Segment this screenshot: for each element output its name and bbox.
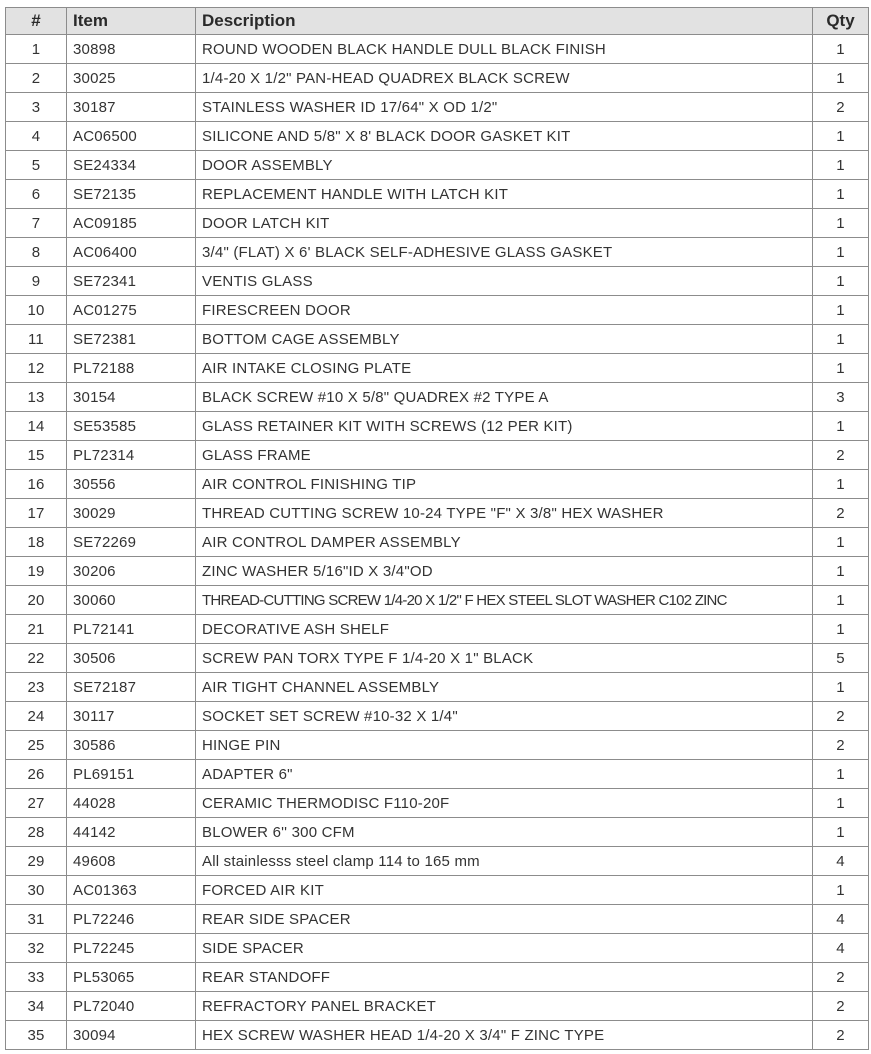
row-qty: 2 bbox=[813, 702, 869, 731]
row-item: PL72188 bbox=[67, 354, 196, 383]
row-qty: 1 bbox=[813, 673, 869, 702]
row-description: SILICONE AND 5/8" X 8' BLACK DOOR GASKET KIT bbox=[196, 122, 813, 151]
row-description: VENTIS GLASS bbox=[196, 267, 813, 296]
table-row bbox=[6, 789, 869, 818]
row-qty: 1 bbox=[813, 180, 869, 209]
row-qty: 2 bbox=[813, 93, 869, 122]
table-row bbox=[6, 557, 869, 586]
row-num: 28 bbox=[6, 818, 67, 847]
parts-table bbox=[5, 7, 869, 1050]
row-num: 17 bbox=[6, 499, 67, 528]
row-item: 30154 bbox=[67, 383, 196, 412]
row-item: SE24334 bbox=[67, 151, 196, 180]
row-description: REPLACEMENT HANDLE WITH LATCH KIT bbox=[196, 180, 813, 209]
row-item: SE53585 bbox=[67, 412, 196, 441]
row-item: AC09185 bbox=[67, 209, 196, 238]
row-item: 44142 bbox=[67, 818, 196, 847]
row-num: 33 bbox=[6, 963, 67, 992]
row-num: 1 bbox=[6, 35, 67, 64]
row-qty: 1 bbox=[813, 122, 869, 151]
row-item: PL69151 bbox=[67, 760, 196, 789]
row-qty: 2 bbox=[813, 1021, 869, 1050]
table-row bbox=[6, 760, 869, 789]
row-item: PL72141 bbox=[67, 615, 196, 644]
row-qty: 2 bbox=[813, 441, 869, 470]
table-row bbox=[6, 180, 869, 209]
row-description: AIR TIGHT CHANNEL ASSEMBLY bbox=[196, 673, 813, 702]
row-num: 16 bbox=[6, 470, 67, 499]
row-description: ADAPTER 6" bbox=[196, 760, 813, 789]
row-num: 21 bbox=[6, 615, 67, 644]
row-qty: 3 bbox=[813, 383, 869, 412]
row-description: CERAMIC THERMODISC F110-20F bbox=[196, 789, 813, 818]
row-num: 22 bbox=[6, 644, 67, 673]
row-qty: 1 bbox=[813, 557, 869, 586]
table-row bbox=[6, 673, 869, 702]
row-item: PL72245 bbox=[67, 934, 196, 963]
row-description: SIDE SPACER bbox=[196, 934, 813, 963]
row-item: 30187 bbox=[67, 93, 196, 122]
row-description: GLASS FRAME bbox=[196, 441, 813, 470]
table-row bbox=[6, 441, 869, 470]
row-description: DOOR LATCH KIT bbox=[196, 209, 813, 238]
table-row bbox=[6, 992, 869, 1021]
row-num: 23 bbox=[6, 673, 67, 702]
row-qty: 1 bbox=[813, 238, 869, 267]
row-qty: 5 bbox=[813, 644, 869, 673]
header-qty: Qty bbox=[813, 8, 869, 35]
row-item: SE72269 bbox=[67, 528, 196, 557]
row-item: 30506 bbox=[67, 644, 196, 673]
header-description: Description bbox=[196, 8, 813, 35]
table-row bbox=[6, 847, 869, 876]
header-row bbox=[6, 8, 869, 35]
table-row bbox=[6, 209, 869, 238]
table-row bbox=[6, 64, 869, 93]
row-item: 30586 bbox=[67, 731, 196, 760]
row-num: 7 bbox=[6, 209, 67, 238]
row-item: AC06400 bbox=[67, 238, 196, 267]
table-row bbox=[6, 934, 869, 963]
row-num: 29 bbox=[6, 847, 67, 876]
row-qty: 1 bbox=[813, 325, 869, 354]
row-description: HEX SCREW WASHER HEAD 1/4-20 X 3/4" F ZINC TYPE bbox=[196, 1021, 813, 1050]
row-description: REAR SIDE SPACER bbox=[196, 905, 813, 934]
row-qty: 4 bbox=[813, 934, 869, 963]
row-item: AC06500 bbox=[67, 122, 196, 151]
row-item: 30898 bbox=[67, 35, 196, 64]
row-item: SE72187 bbox=[67, 673, 196, 702]
row-description: REFRACTORY PANEL BRACKET bbox=[196, 992, 813, 1021]
row-num: 2 bbox=[6, 64, 67, 93]
row-item: 44028 bbox=[67, 789, 196, 818]
row-num: 3 bbox=[6, 93, 67, 122]
row-num: 20 bbox=[6, 586, 67, 615]
row-description: ZINC WASHER 5/16"ID X 3/4"OD bbox=[196, 557, 813, 586]
table-row bbox=[6, 876, 869, 905]
row-item: 49608 bbox=[67, 847, 196, 876]
table-row bbox=[6, 644, 869, 673]
row-num: 25 bbox=[6, 731, 67, 760]
table-row bbox=[6, 35, 869, 64]
table-row bbox=[6, 586, 869, 615]
table-row bbox=[6, 93, 869, 122]
row-num: 8 bbox=[6, 238, 67, 267]
row-item: AC01363 bbox=[67, 876, 196, 905]
table-row bbox=[6, 1021, 869, 1050]
row-qty: 1 bbox=[813, 876, 869, 905]
row-description: STAINLESS WASHER ID 17/64" X OD 1/2" bbox=[196, 93, 813, 122]
row-num: 13 bbox=[6, 383, 67, 412]
table-row bbox=[6, 615, 869, 644]
row-num: 26 bbox=[6, 760, 67, 789]
row-num: 24 bbox=[6, 702, 67, 731]
table-row bbox=[6, 122, 869, 151]
row-description: GLASS RETAINER KIT WITH SCREWS (12 PER KIT) bbox=[196, 412, 813, 441]
row-description: HINGE PIN bbox=[196, 731, 813, 760]
row-qty: 2 bbox=[813, 963, 869, 992]
row-qty: 4 bbox=[813, 847, 869, 876]
row-item: 30025 bbox=[67, 64, 196, 93]
table-row bbox=[6, 963, 869, 992]
row-num: 9 bbox=[6, 267, 67, 296]
row-item: PL72246 bbox=[67, 905, 196, 934]
table-row bbox=[6, 905, 869, 934]
row-item: 30029 bbox=[67, 499, 196, 528]
row-description: AIR CONTROL FINISHING TIP bbox=[196, 470, 813, 499]
row-num: 6 bbox=[6, 180, 67, 209]
table-row bbox=[6, 470, 869, 499]
row-description: THREAD-CUTTING SCREW 1/4-20 X 1/2" F HEX STEEL SLOT WASHER C102 ZINC bbox=[196, 586, 813, 615]
table-row bbox=[6, 354, 869, 383]
row-item: 30060 bbox=[67, 586, 196, 615]
row-description: 3/4" (FLAT) X 6' BLACK SELF-ADHESIVE GLASS GASKET bbox=[196, 238, 813, 267]
row-item: PL72040 bbox=[67, 992, 196, 1021]
row-item: 30556 bbox=[67, 470, 196, 499]
table-row bbox=[6, 702, 869, 731]
row-qty: 1 bbox=[813, 267, 869, 296]
row-qty: 1 bbox=[813, 64, 869, 93]
table-row bbox=[6, 528, 869, 557]
row-qty: 1 bbox=[813, 615, 869, 644]
row-qty: 2 bbox=[813, 992, 869, 1021]
row-num: 15 bbox=[6, 441, 67, 470]
row-description: All stainlesss steel clamp 114 to 165 mm bbox=[196, 847, 813, 876]
row-qty: 1 bbox=[813, 151, 869, 180]
row-description: DOOR ASSEMBLY bbox=[196, 151, 813, 180]
row-description: BOTTOM CAGE ASSEMBLY bbox=[196, 325, 813, 354]
row-item: 30094 bbox=[67, 1021, 196, 1050]
row-description: BLACK SCREW #10 X 5/8" QUADREX #2 TYPE A bbox=[196, 383, 813, 412]
row-item: PL72314 bbox=[67, 441, 196, 470]
row-description: FIRESCREEN DOOR bbox=[196, 296, 813, 325]
row-num: 27 bbox=[6, 789, 67, 818]
row-item: 30117 bbox=[67, 702, 196, 731]
table-row bbox=[6, 267, 869, 296]
row-description: DECORATIVE ASH SHELF bbox=[196, 615, 813, 644]
row-qty: 1 bbox=[813, 586, 869, 615]
row-qty: 1 bbox=[813, 35, 869, 64]
row-num: 19 bbox=[6, 557, 67, 586]
row-qty: 1 bbox=[813, 789, 869, 818]
row-description: REAR STANDOFF bbox=[196, 963, 813, 992]
row-num: 18 bbox=[6, 528, 67, 557]
row-qty: 1 bbox=[813, 209, 869, 238]
row-qty: 1 bbox=[813, 412, 869, 441]
table-row bbox=[6, 731, 869, 760]
row-num: 12 bbox=[6, 354, 67, 383]
table-row bbox=[6, 412, 869, 441]
row-qty: 2 bbox=[813, 731, 869, 760]
row-description: FORCED AIR KIT bbox=[196, 876, 813, 905]
row-description: BLOWER 6'' 300 CFM bbox=[196, 818, 813, 847]
table-row bbox=[6, 151, 869, 180]
table-row bbox=[6, 383, 869, 412]
row-item: AC01275 bbox=[67, 296, 196, 325]
row-description: SCREW PAN TORX TYPE F 1/4-20 X 1" BLACK bbox=[196, 644, 813, 673]
row-qty: 2 bbox=[813, 499, 869, 528]
row-num: 10 bbox=[6, 296, 67, 325]
row-qty: 1 bbox=[813, 296, 869, 325]
row-description: ROUND WOODEN BLACK HANDLE DULL BLACK FINISH bbox=[196, 35, 813, 64]
header-item: Item bbox=[67, 8, 196, 35]
table-row bbox=[6, 818, 869, 847]
table-row bbox=[6, 238, 869, 267]
row-num: 32 bbox=[6, 934, 67, 963]
row-item: SE72341 bbox=[67, 267, 196, 296]
row-qty: 1 bbox=[813, 354, 869, 383]
row-qty: 1 bbox=[813, 528, 869, 557]
table-row bbox=[6, 296, 869, 325]
row-item: 30206 bbox=[67, 557, 196, 586]
row-num: 30 bbox=[6, 876, 67, 905]
row-item: PL53065 bbox=[67, 963, 196, 992]
row-num: 11 bbox=[6, 325, 67, 354]
row-description: THREAD CUTTING SCREW 10-24 TYPE "F" X 3/8" HEX WASHER bbox=[196, 499, 813, 528]
row-qty: 1 bbox=[813, 470, 869, 499]
row-num: 5 bbox=[6, 151, 67, 180]
row-qty: 1 bbox=[813, 818, 869, 847]
row-num: 35 bbox=[6, 1021, 67, 1050]
row-num: 31 bbox=[6, 905, 67, 934]
table-row bbox=[6, 499, 869, 528]
row-description: AIR INTAKE CLOSING PLATE bbox=[196, 354, 813, 383]
row-qty: 4 bbox=[813, 905, 869, 934]
row-num: 4 bbox=[6, 122, 67, 151]
row-description: SOCKET SET SCREW #10-32 X 1/4" bbox=[196, 702, 813, 731]
row-item: SE72135 bbox=[67, 180, 196, 209]
row-description: 1/4-20 X 1/2" PAN-HEAD QUADREX BLACK SCREW bbox=[196, 64, 813, 93]
table-row bbox=[6, 325, 869, 354]
row-item: SE72381 bbox=[67, 325, 196, 354]
row-description: AIR CONTROL DAMPER ASSEMBLY bbox=[196, 528, 813, 557]
row-qty: 1 bbox=[813, 760, 869, 789]
row-num: 34 bbox=[6, 992, 67, 1021]
row-num: 14 bbox=[6, 412, 67, 441]
header-num: # bbox=[6, 8, 67, 35]
